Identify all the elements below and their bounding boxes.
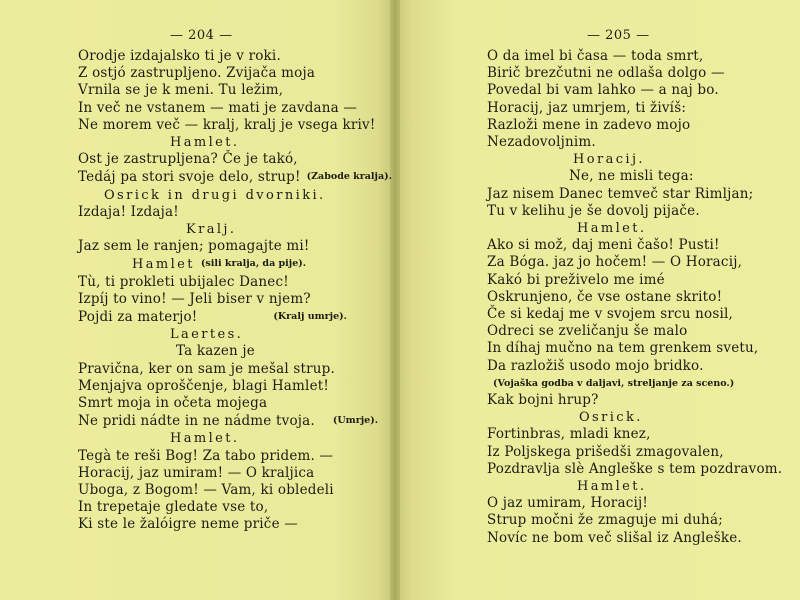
page-number: — 205 — — [587, 28, 650, 43]
speaker-name — [78, 187, 378, 204]
verse-text: Izpíj to vino! — Jeli biser v njem? — [78, 290, 311, 307]
verse-line — [487, 530, 787, 547]
verse-text: In več ne vstanem — mati je zavdana — — [78, 99, 358, 116]
speaker-label: Kralj. — [186, 222, 237, 238]
verse-line — [78, 48, 378, 65]
verse-line — [78, 274, 378, 291]
verse-line — [487, 134, 787, 151]
speaker-label: Hamlet. — [577, 221, 647, 237]
verse-text: Pravična, ker on sam je mešal strup. — [78, 360, 335, 377]
verse-text: Novíc ne bom več slišal iz Angleške. — [487, 529, 742, 546]
verse-text: Za Bóga. jaz jo hočem! — O Horacij, — [487, 254, 743, 271]
speaker-label: Hamlet — [132, 257, 195, 273]
verse-text: Razloži mene in zadevo mojo — [487, 116, 691, 133]
verse-text: Oskrunjeno, če vse ostane skrito! — [487, 288, 723, 305]
verse-text: Horacij, jaz umrjem, ti živíš: — [487, 99, 687, 116]
stage-direction: (sili kralja, da pije). — [200, 258, 307, 270]
verse-text: Iz Poljskega prišedši zmagovalen, — [487, 443, 724, 460]
book-gutter — [390, 0, 400, 600]
verse-text: Jaz nisem Danec temveč star Rimljan; — [487, 185, 754, 202]
verse-line — [487, 203, 787, 220]
verse-text: Jaz sem le ranjen; pomagajte mi! — [78, 238, 310, 255]
right-page-text — [487, 28, 787, 547]
verse-text: In trepetaje gledate vse to, — [78, 499, 269, 516]
speaker-label: Osrick in drugi dvorniki. — [104, 187, 326, 203]
verse-text: Smrt moja in očeta mojega — [78, 395, 268, 412]
verse-text: Ta kazen je — [176, 343, 255, 360]
verse-line — [487, 444, 787, 461]
verse-line — [487, 65, 787, 82]
verse-text: Tedáj pa stori svoje delo, strup! — [78, 169, 301, 186]
speaker-label: Laertes. — [170, 327, 244, 343]
verse-line — [487, 100, 787, 117]
verse-line — [487, 461, 787, 478]
verse-text: Vrnila se je k meni. Tu ležim, — [78, 82, 284, 99]
verse-text: Da razložiš usodo mojo bridko. — [487, 357, 704, 374]
speaker-label: Osrick. — [579, 410, 643, 426]
speaker-label: Hamlet. — [170, 431, 240, 447]
speaker-name — [487, 478, 787, 495]
verse-line — [487, 237, 787, 254]
verse-line — [487, 306, 787, 323]
verse-text: Ako si mož, daj meni čašo! Pusti! — [487, 237, 720, 254]
verse-text: Ki ste le žalóigre neme priče — — [78, 516, 298, 533]
verse-text: Ne, ne misli tega: — [569, 168, 694, 185]
speaker-name — [487, 220, 787, 237]
verse-line — [78, 65, 378, 82]
verse-line — [78, 465, 378, 482]
verse-line — [487, 289, 787, 306]
verse-line — [487, 340, 787, 357]
verse-text: Povedal bi vam lahko — a naj bo. — [487, 82, 719, 99]
verse-line — [78, 361, 378, 378]
stage-direction — [487, 375, 787, 392]
verse-text: Fortinbras, mladi knez, — [487, 426, 651, 443]
verse-text: O da imel bi časa — toda smrt, — [487, 48, 704, 64]
speaker-name — [78, 255, 378, 273]
speaker-name — [78, 326, 378, 343]
verse-line — [78, 100, 378, 117]
verse-text: Pozdravlja slè Angleške s tem pozdravom. — [487, 460, 783, 477]
verse-text: Nezadovoljnim. — [487, 134, 596, 151]
verse-text: Kakó bi preživelo me imé — [487, 271, 665, 288]
verse-text: Ost je zastrupljena? Če je takó, — [78, 151, 298, 168]
verse-line — [78, 499, 378, 516]
verse-line — [78, 82, 378, 99]
speaker-name — [78, 221, 378, 238]
verse-text: Kak bojni hrup? — [487, 392, 599, 409]
verse-lines — [78, 48, 392, 534]
verse-line — [487, 358, 787, 375]
speaker-name — [78, 134, 378, 151]
verse-text: Menjajva oproščenje, blagi Hamlet! — [78, 377, 330, 394]
verse-line — [487, 495, 787, 512]
stage-direction: (Kralj umrje). — [273, 311, 347, 323]
verse-line — [78, 448, 378, 465]
verse-line — [487, 168, 787, 185]
verse-text: Tù, ti prokleti ubijalec Danec! — [78, 273, 289, 290]
verse-line — [78, 291, 378, 308]
verse-text: Tu v kelihu je še dovolj pijače. — [487, 202, 700, 219]
verse-line — [78, 168, 392, 186]
stage-direction-text: (Vojaška godba v daljavi, streljanje za sceno.) — [493, 377, 735, 389]
verse-text: Pojdi za materjo! — [78, 309, 198, 326]
verse-line — [78, 482, 378, 499]
verse-line — [78, 238, 378, 255]
verse-line — [78, 117, 378, 134]
verse-text: Orodje izdajalsko ti je v roki. — [78, 48, 281, 64]
verse-line — [78, 516, 378, 533]
speaker-name — [78, 430, 378, 447]
verse-text: Z ostjó zastrupljeno. Zvijača moja — [78, 65, 316, 82]
verse-text: Če si kedaj me v svojem srcu nosil, — [487, 306, 734, 323]
verse-line — [78, 204, 378, 221]
verse-text: Izdaja! Izdaja! — [78, 203, 179, 220]
speaker-label: Horacij. — [573, 152, 645, 168]
verse-line — [487, 254, 787, 271]
verse-line — [78, 412, 378, 430]
verse-line — [487, 117, 787, 134]
page-number: — 204 — — [170, 28, 233, 43]
verse-line — [78, 378, 378, 395]
speaker-name — [487, 409, 787, 426]
verse-lines — [487, 48, 787, 547]
verse-line — [487, 272, 787, 289]
verse-text: Ne morem več — kralj, kralj je vsega kriv! — [78, 116, 376, 133]
verse-line — [78, 151, 378, 168]
verse-line — [78, 395, 378, 412]
verse-line — [487, 48, 787, 65]
verse-line — [78, 308, 378, 326]
verse-text: Ne pridi nádte in ne nádme tvoja. — [78, 413, 315, 430]
verse-line — [487, 186, 787, 203]
speaker-name — [487, 151, 787, 168]
verse-text: Tegà te reši Bog! Za tabo pridem. — — [78, 447, 334, 464]
verse-text: In díhaj mučno na tem grenkem svetu, — [487, 340, 759, 357]
verse-text: Uboga, z Bogom! — Vam, ki obledeli — [78, 482, 334, 499]
speaker-label: Hamlet. — [577, 479, 647, 495]
stage-direction: (Zabode kralja). — [306, 171, 392, 183]
verse-text: Horacij, jaz umiram! — O kraljica — [78, 464, 315, 481]
verse-text: Birič brezčutni ne odlaša dolgo — — [487, 65, 725, 82]
verse-text: Odreci se zveličanju še malo — [487, 323, 688, 340]
speaker-label: Hamlet. — [170, 135, 240, 151]
verse-line — [487, 426, 787, 443]
verse-line — [78, 343, 378, 360]
verse-line — [487, 512, 787, 529]
stage-direction: (Umrje). — [332, 415, 379, 427]
verse-line — [487, 392, 787, 409]
verse-text: O jaz umiram, Horacij! — [487, 495, 648, 512]
verse-line — [487, 82, 787, 99]
verse-line — [487, 323, 787, 340]
verse-text: Strup močni že zmaguje mi duhá; — [487, 512, 723, 529]
left-page-text — [78, 28, 392, 534]
